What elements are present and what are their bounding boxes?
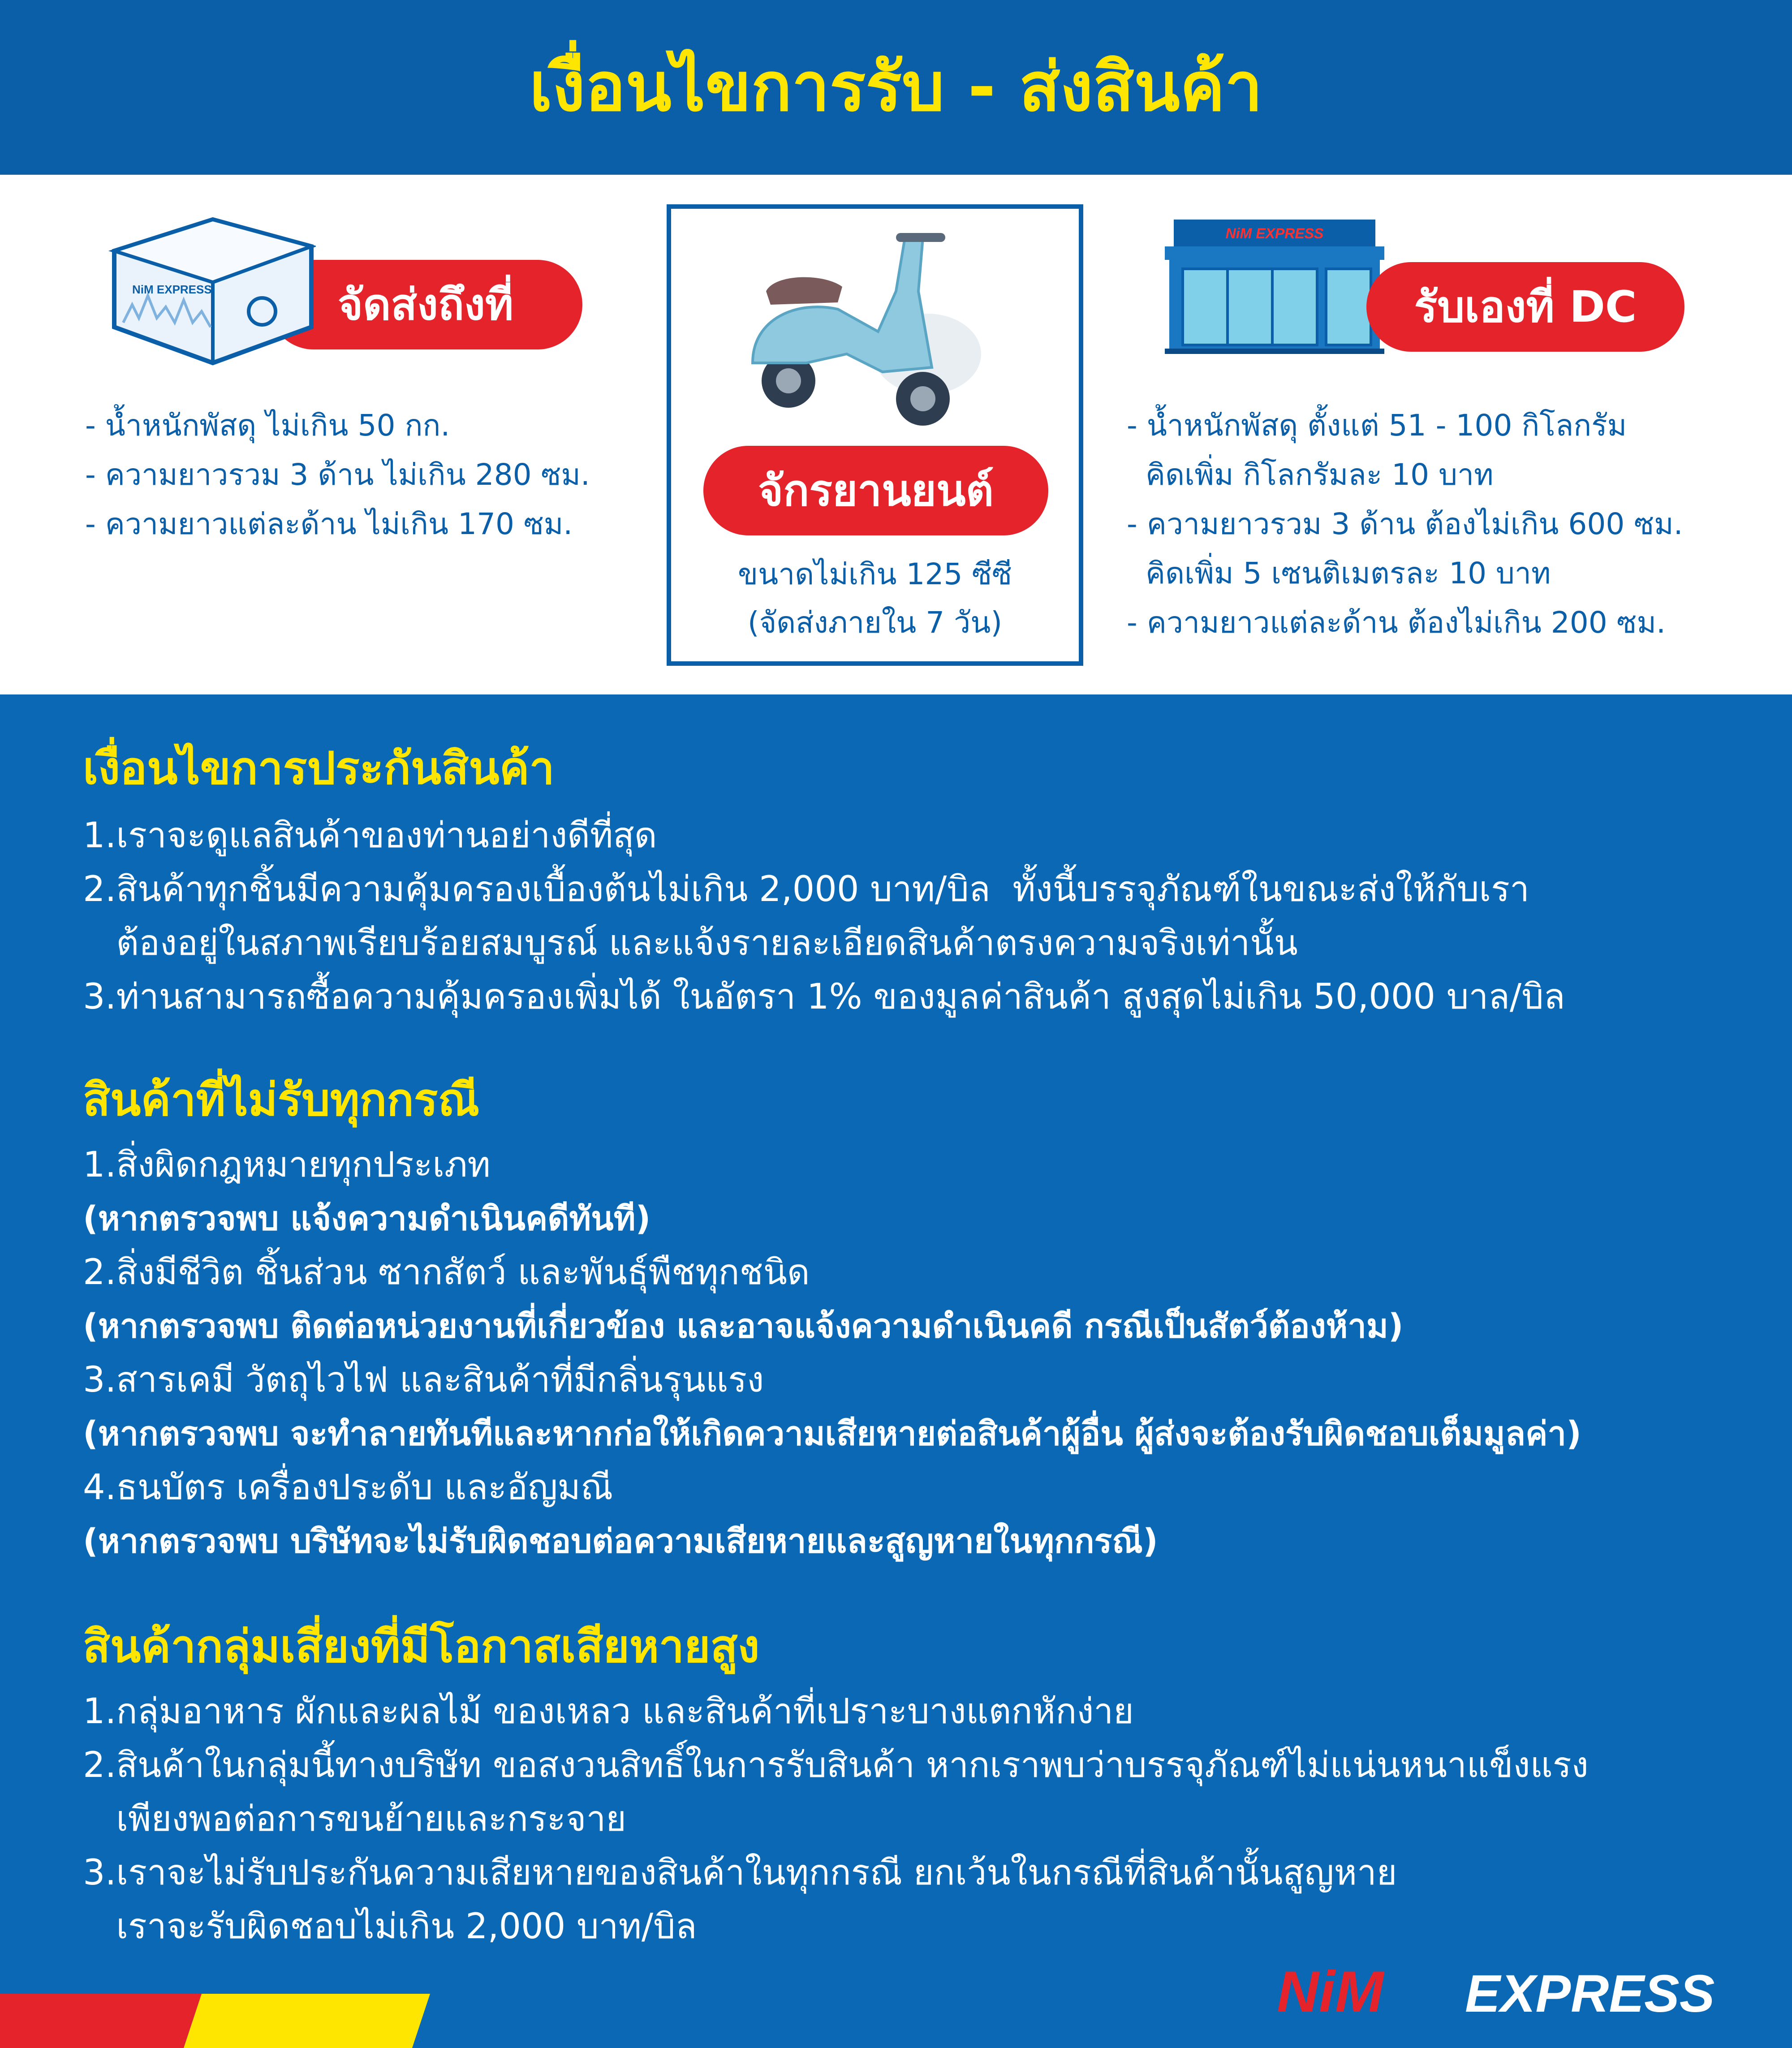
prohibited-note: (หากตรวจพบ จะทำลายทันทีและหากก่อให้เกิดความเสียหายต่อสินค้าผู้อื่น ผู้ส่งจะต้องรับผิดชอบเต็มมูลค่า) xyxy=(83,1414,1581,1453)
store-icon xyxy=(1165,220,1384,354)
risk-line: เราจะรับผิดชอบไม่เกิน 2,000 บาท/บิล xyxy=(83,1906,697,1947)
scooter-icon xyxy=(735,220,986,435)
insurance-line: 1.เราจะดูแลสินค้าของท่านอย่างดีที่สุด xyxy=(83,815,657,856)
prohibited-item: 3.สารเคมี วัตถุไวไฟ และสินค้าที่มีกลิ่นรุนแรง xyxy=(83,1360,764,1400)
risk-title: สินค้ากลุ่มเสี่ยงที่มีโอกาสเสียหายสูง xyxy=(83,1620,760,1673)
delivery-label: จัดส่งถึงที่ xyxy=(337,280,514,330)
svg-text:NiM: NiM xyxy=(1277,1962,1384,2021)
risk-line: 2.สินค้าในกลุ่มนี้ทางบริษัท ขอสงวนสิทธิ์ในการรับสินค้า หากเราพบว่าบรรจุภัณฑ์ไม่แน่นหนาแข็งแรง xyxy=(83,1745,1589,1785)
header-bar xyxy=(0,0,1792,175)
prohibited-note: (หากตรวจพบ ติดต่อหน่วยงานที่เกี่ยวข้อง และอาจแจ้งความดำเนินคดี กรณีเป็นสัตว์ต้องห้าม) xyxy=(83,1307,1404,1345)
pickup-pill xyxy=(1366,262,1684,352)
risk-line: เพียงพอต่อการขนย้ายและกระจาย xyxy=(83,1799,626,1839)
list-item: - ความยาวแต่ละด้าน ไม่เกิน 170 ซม. xyxy=(85,507,573,541)
decorative-stripes xyxy=(0,1994,439,2048)
list-item: - ความยาวแต่ละด้าน ต้องไม่เกิน 200 ซม. xyxy=(1127,605,1666,640)
insurance-line: 3.ท่านสามารถซื้อความคุ้มครองเพิ่มได้ ในอัตรา 1% ของมูลค่าสินค้า สูงสุดไม่เกิน 50,000 บาล/บิล xyxy=(83,977,1565,1017)
insurance-line: 2.สินค้าทุกชิ้นมีความคุ้มครองเบื้องต้นไม่เกิน 2,000 บาท/บิล ทั้งนี้บรรจุภัณฑ์ในขณะส่งให้กับเรา xyxy=(83,869,1529,910)
prohibited-item: 2.สิ่งมีชีวิต ชิ้นส่วน ซากสัตว์ และพันธุ์พืชทุกชนิด xyxy=(83,1252,810,1293)
parcel-box-icon xyxy=(105,215,316,367)
prohibited-note: (หากตรวจพบ บริษัทจะไม่รับผิดชอบต่อความเสียหายและสูญหายในทุกกรณี) xyxy=(83,1522,1158,1561)
prohibited-note: (หากตรวจพบ แจ้งความดำเนินคดีทันที) xyxy=(83,1199,651,1238)
pickup-conditions xyxy=(1127,401,1683,647)
list-item: คิดเพิ่ม 5 เซนติเมตรละ 10 บาท xyxy=(1127,556,1551,591)
pickup-label: รับเองที่ DC xyxy=(1414,282,1637,332)
motorcycle-size: ขนาดไม่เกิน 125 ซีซี xyxy=(737,557,1012,591)
prohibited-title: สินค้าที่ไม่รับทุกกรณี xyxy=(83,1074,480,1126)
insurance-line: ต้องอยู่ในสภาพเรียบร้อยสมบูรณ์ และแจ้งรายละเอียดสินค้าตรงความจริงเท่านั้น xyxy=(83,923,1298,963)
page-title: เงื่อนไขการรับ - ส่งสินค้า xyxy=(529,48,1263,126)
svg-text:EXPRESS: EXPRESS xyxy=(1465,1964,1715,2021)
motorcycle-label: จักรยานยนต์ xyxy=(758,466,994,516)
motorcycle-note: (จัดส่งภายใน 7 วัน) xyxy=(747,605,1003,640)
risk-line: 1.กลุ่มอาหาร ผักและผลไม้ ของเหลว และสินค้าที่เปราะบางแตกหักง่าย xyxy=(83,1691,1134,1732)
insurance-title: เงื่อนไขการประกันสินค้า xyxy=(83,742,555,794)
list-item: - ความยาวรวม 3 ด้าน ต้องไม่เกิน 600 ซม. xyxy=(1127,507,1683,541)
svg-text:NiM EXPRESS: NiM EXPRESS xyxy=(1225,225,1324,241)
prohibited-item: 4.ธนบัตร เครื่องประดับ และอัญมณี xyxy=(83,1467,613,1508)
svg-text:NiM EXPRESS: NiM EXPRESS xyxy=(132,283,212,296)
delivery-pill xyxy=(269,260,582,349)
risk-line: 3.เราจะไม่รับประกันความเสียหายของสินค้าในทุกกรณี ยกเว้นในกรณีที่สินค้านั้นสูญหาย xyxy=(83,1853,1397,1893)
delivery-conditions xyxy=(85,401,590,549)
motorcycle-pill xyxy=(703,446,1048,535)
prohibited-item: 1.สิ่งผิดกฎหมายทุกประเภท xyxy=(83,1145,491,1185)
list-item: - น้ำหนักพัสดุ ไม่เกิน 50 กก. xyxy=(85,408,450,443)
list-item: - น้ำหนักพัสดุ ตั้งแต่ 51 - 100 กิโลกรัม xyxy=(1127,408,1627,443)
list-item: - ความยาวรวม 3 ด้าน ไม่เกิน 280 ซม. xyxy=(85,457,590,492)
nim-express-logo xyxy=(1277,1962,1747,2021)
list-item: คิดเพิ่ม กิโลกรัมละ 10 บาท xyxy=(1127,457,1494,492)
